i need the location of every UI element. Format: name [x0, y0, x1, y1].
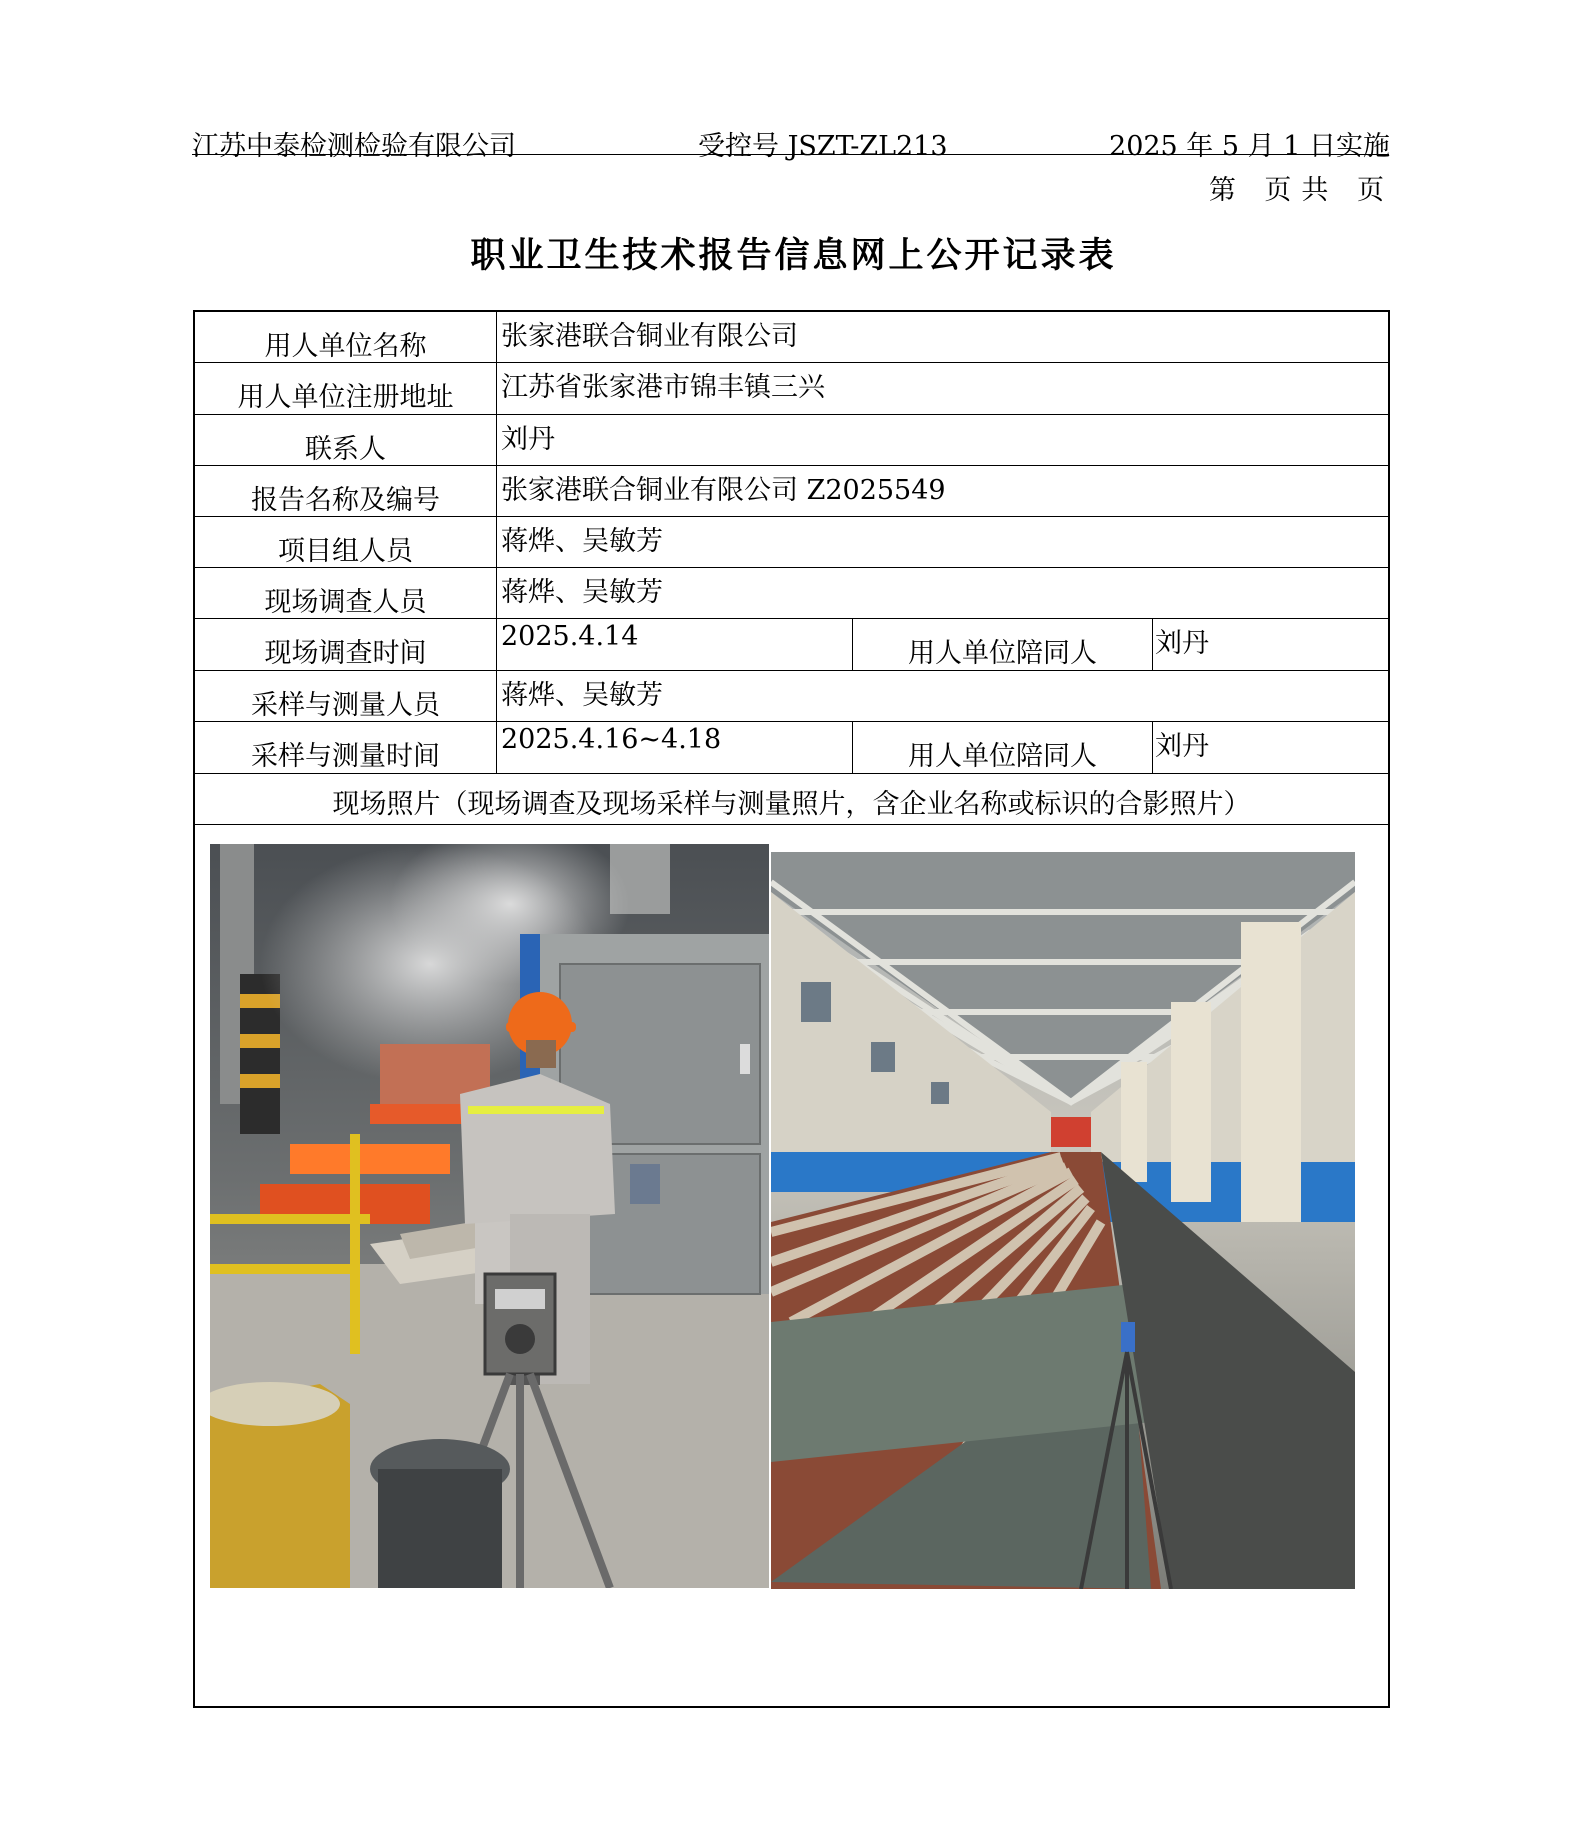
survey-escort-label: 用人单位陪同人 — [853, 619, 1153, 670]
report-label: 报告名称及编号 — [195, 466, 497, 516]
survey-escort-value: 刘丹 — [1155, 628, 1209, 659]
employer-address-label: 用人单位注册地址 — [195, 363, 497, 414]
row-employer-name — [195, 312, 1388, 363]
row-survey-time — [195, 619, 1388, 671]
sampling-escort-value: 刘丹 — [1155, 731, 1209, 762]
sampling-time-label: 采样与测量时间 — [195, 722, 497, 773]
survey-time-value: 2025.4.14 — [497, 619, 853, 670]
sampling-staff-label: 采样与测量人员 — [195, 671, 497, 721]
sampling-escort-label: 用人单位陪同人 — [853, 722, 1153, 773]
site-photo-furnace-worker — [210, 844, 769, 1588]
row-contact — [195, 415, 1388, 466]
sampling-staff-value: 蒋烨、吴敏芳 — [501, 680, 663, 711]
document-title: 职业卫生技术报告信息网上公开记录表 — [470, 236, 1117, 276]
row-report — [195, 466, 1388, 517]
header-page-info: 第 页共 页 — [1208, 175, 1394, 206]
survey-staff-value: 蒋烨、吴敏芳 — [501, 577, 663, 608]
employer-name-value: 张家港联合铜业有限公司 — [501, 321, 798, 352]
photos-heading: 现场照片（现场调查及现场采样与测量照片，含企业名称或标识的合影照片） — [195, 774, 1388, 825]
site-photo-electrolysis-hall — [771, 852, 1355, 1589]
record-table — [193, 310, 1390, 1708]
row-project-team — [195, 517, 1388, 568]
project-team-label: 项目组人员 — [195, 517, 497, 567]
row-sampling-time — [195, 722, 1388, 774]
header-control-number: 受控号 JSZT-ZL213 — [698, 131, 948, 162]
contact-label: 联系人 — [195, 415, 497, 465]
header-effective-date: 2025 年 5 月 1 日实施 — [1109, 131, 1390, 162]
report-value: 张家港联合铜业有限公司 Z2025549 — [501, 475, 946, 506]
survey-staff-label: 现场调查人员 — [195, 568, 497, 618]
header-rule — [192, 154, 1389, 155]
contact-value: 刘丹 — [501, 424, 555, 455]
header-company: 江苏中泰检测检验有限公司 — [192, 131, 516, 162]
employer-address-value: 江苏省张家港市锦丰镇三兴 — [501, 372, 825, 403]
survey-time-label: 现场调查时间 — [195, 619, 497, 670]
project-team-value: 蒋烨、吴敏芳 — [501, 526, 663, 557]
sampling-time-value: 2025.4.16~4.18 — [497, 722, 853, 773]
row-sampling-staff — [195, 671, 1388, 722]
employer-name-label: 用人单位名称 — [195, 312, 497, 362]
row-employer-address — [195, 363, 1388, 415]
row-survey-staff — [195, 568, 1388, 619]
